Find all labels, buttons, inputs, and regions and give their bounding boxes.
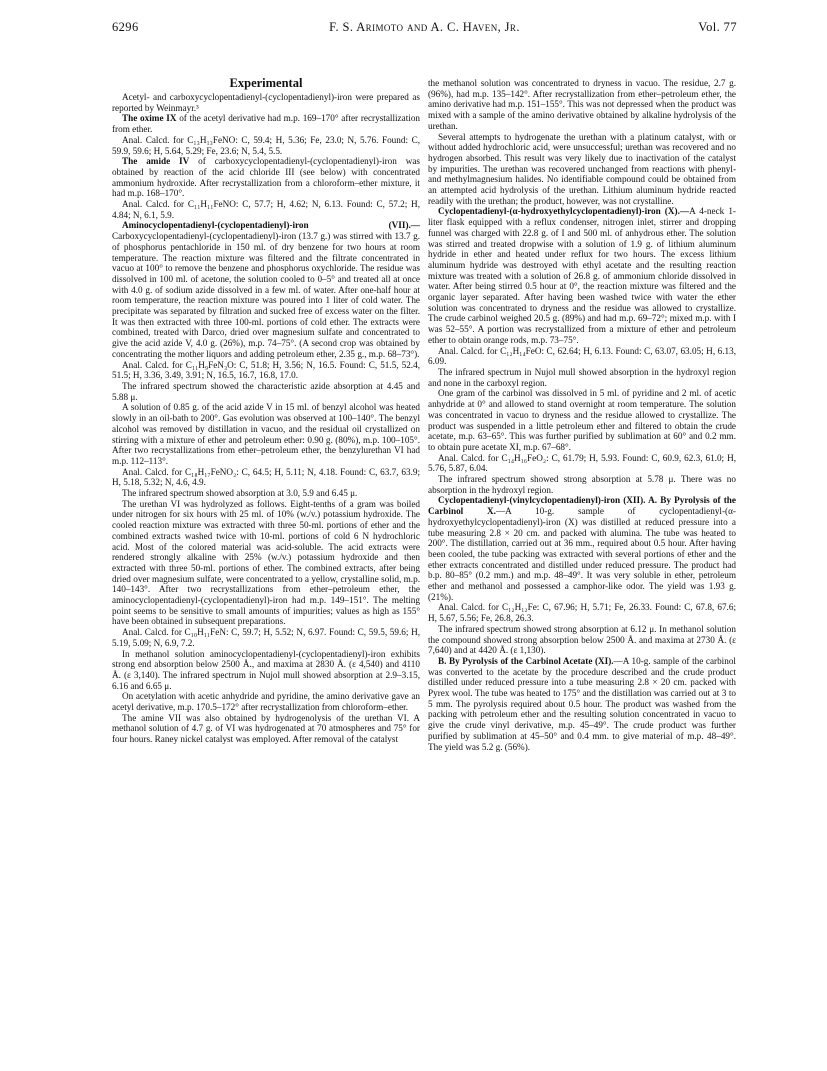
paragraph: The amine VII was also obtained by hydrogenolysis of the urethan VI. A methanol solution of 4.7 g. of VI was hydrogenated at 70 atmospheres and 75° for four hours. Raney nickel catalyst was employed. After removal of the catalyst <box>112 712 420 745</box>
paragraph: The infrared spectrum showed strong absorption at 6.12 μ. In methanol solution the compound showed strong absorption below 2500 Å. and maxima at 2730 Å. (ε 7,640) and at 4420 Å. (ε 1,130). <box>428 623 736 656</box>
analysis-paragraph: Anal. Calcd. for C₁₃H₁₃FeNO: C, 59.4; H, 5.36; Fe, 23.0; N, 5.76. Found: C, 59.9, 59.6; H, 5.64, 5.29; Fe, 23.6; N, 5.4, 5.5. <box>112 134 420 156</box>
paragraph-body: A 4-neck 1-liter flask equipped with a reflux condenser, nitrogen inlet, stirrer and dropping funnel was charged with 22.8 g. of I and 500 ml. of anhydrous ether. The solution was stirred and treated dropwise with a solution of 1.9 g. of lithium aluminum hydride in ether and heated under reflux for two hours. The excess lithium aluminum hydride was destroyed with ethyl acetate and the resulting reaction mixture was treated with a solution of 26.8 g. of ammonium chloride dissolved in water. After being stirred 0.5 hour at 0°, the reaction mixture was filtered and the organic layer separated. After having been washed twice with water the ether solution was concentrated to dryness and the residue was allowed to crystallize. The crude carbinol weighed 20.5 g. (89%) and had m.p. 69–72°; mixed m.p. with I was 52–55°. A portion was recrystallized from a mixture of ether and petroleum ether to obtain orange rods, m.p. 73–75°. <box>428 206 736 345</box>
analysis-paragraph: Anal. Calcd. for C₁₁H₁₁FeNO: C, 57.7; H, 4.62; N, 6.13. Found: C, 57.2; H, 4.84; N, 6.1, 5.9. <box>112 199 420 220</box>
paragraph-body: Carboxycyclopentadienyl-(cyclopentadienyl)-iron (13.7 g.) was stirred with 13.7 g. of phosphorus pentachloride in 150 ml. of dry benzene for two hours at room temperature. The reaction mixture was filtered and the filtrate concentrated in vacuo at 100° to remove the benzene and phosphorus oxychloride. The residue was dissolved in 100 ml. of acetone, the solution cooled to 0–5° and treated all at once with 4.0 g. of sodium azide dissolved in a few ml. of water. After one-half hour at room temperature, the reaction mixture was poured into 1 liter of cold water. The precipitate was separated by filtration and sucked free of excess water on the filter. It was then extracted with three 100-ml. portions of cold ether. The extracts were combined, treated with Darco, dried over magnesium sulfate and concentrated to give the acid azide V, 4.0 g. (26%), m.p. 74–75°. (A second crop was obtained by concentrating the mother liquors and adding petroleum ether, 2.35 g., m.p. 68–73°). <box>112 231 420 359</box>
analysis-paragraph: Anal. Calcd. for C₁₄H₁₆FeO₂: C, 61.79; H, 5.93. Found: C, 60.9, 62.3, 61.0; H, 5.76, 5.87, 6.04. <box>428 452 736 474</box>
paragraph: Several attempts to hydrogenate the urethan with a platinum catalyst, with or without added hydrochloric acid, were unsuccessful; urethan was recovered and no hydrogen absorbed. This result was very likely due to inactivation of the catalyst by impurities. The urethan was recovered unchanged from reactions with phenyl- and methylmagnesium halides. No identifiable compound could be obtained from an attempted acid hydrolysis of the urethan. Lithium aluminum hydride reacted readily with the urethan; the product, however, was not crystalline. <box>428 131 736 206</box>
paragraph: A solution of 0.85 g. of the acid azide V in 15 ml. of benzyl alcohol was heated slowly in an oil-bath to 200°. Gas evolution was observed at 100–140°. The benzyl alcohol was removed by distillation in vacuo, and the residual oil crystallized on stirring with a mixture of ether and petroleum ether: 0.90 g. (80%), m.p. 100–105°. After two recrystallizations from ether–petroleum ether, the benzylurethan VI had m.p. 112–113°. <box>112 402 420 466</box>
paragraph-body: of the acetyl derivative had m.p. 169–170° after recrystallization from ether. <box>112 113 421 135</box>
analysis-paragraph: Anal. Calcd. for C₁₁H₉FeN₃O: C, 51.8; H, 3.56; N, 16.5. Found: C, 51.5, 52.4, 51.5; H, 3.36, 3.49, 3.91; N, 16.5, 16.7, 16.8, 17.0. <box>112 359 420 381</box>
paragraph: The infrared spectrum in Nujol mull showed absorption in the hydroxyl region and none in the carboxyl region. <box>428 366 736 388</box>
paragraph <box>428 206 736 345</box>
paragraph <box>428 656 736 752</box>
paragraph <box>112 156 420 199</box>
analysis-paragraph: Anal. Calcd. for C₁₂H₁₄FeO: C, 62.64; H, 6.13. Found: C, 63.07, 63.05; H, 6.13, 6.09. <box>428 345 736 367</box>
paragraph: The infrared spectrum showed absorption at 3.0, 5.9 and 6.45 μ. <box>122 488 358 499</box>
analysis-paragraph: Anal. Calcd. for C₁₀H₁₁FeN: C, 59.7; H, 5.52; N, 6.97. Found: C, 59.5, 59.6; H, 5.19, 5.09; N, 6.9, 7.2. <box>112 627 420 648</box>
paragraph: The urethan VI was hydrolyzed as follows. Eight-tenths of a gram was boiled under nitrogen for six hours with 25 ml. of 10% (w./v.) potassium hydroxide. The cooled reaction mixture was extracted with three 50-ml. portions of ether and the combined extracts washed twice with 10-ml. portions of cold 6 N hydrochloric acid. Most of the colored material was acid-soluble. The acid extracts were rendered strongly alkaline with 25% (w./v.) potassium hydroxide and then extracted with three 50-ml. portions of ether. The combined extracts, after being dried over magnesium sulfate, were concentrated to a yellow, crystalline solid, m.p. 140–143°. After two recrystallizations from ether–petroleum ether, the aminocyclopentadienyl-(cyclopentadienyl)-iron had m.p. 149–151°. The melting point seems to be sensitive to small amounts of impurities; values as high as 155° have been obtained in subsequent preparations. <box>112 498 420 627</box>
section-title: Experimental <box>229 76 303 90</box>
paragraph-body: —A 10-g. sample of the carbinol was converted to the acetate by the procedure described and the crude product distilled under reduced pressure into a tube measuring 2.8 × 20 cm. packed with Pyrex wool. The tube was heated to 175° and the distillation was carried out at 3 to 5 mm. The pyrolysis required about 0.5 hour. The product was washed from the packing with petroleum ether and the resulting solution concentrated in vacuo to give the crude vinyl derivative, m.p. 45–49°. The crude product was further purified by sublimation at 45–50° and 0.4 mm. to give material of m.p. 48–49°. The yield was 5.2 g. (56%). <box>428 655 736 752</box>
paragraph: The infrared spectrum showed the characteristic azide absorption at 4.45 and 5.88 μ. <box>112 380 420 402</box>
run-in-heading: Aminocyclopentadienyl-(cyclopentadienyl)-iron (VII).— <box>122 220 420 231</box>
paragraph: On acetylation with acetic anhydride and pyridine, the amino derivative gave an acetyl derivative, m.p. 170.5–172° after recrystallization from chloroform–ether. <box>112 691 420 713</box>
analysis-paragraph: Anal. Calcd. for C₁₈H₁₇FeNO₂: C, 64.5; H, 5.11; N, 4.18. Found: C, 63.7, 63.9; H, 5.18, 5.32; N, 4.6, 4.9. <box>112 466 420 488</box>
run-in-heading: Cyclopentadienyl-(α-hydroxyethylcyclopentadienyl)-iron (X).— <box>438 206 690 217</box>
paragraph <box>428 495 736 602</box>
analysis-paragraph: Anal. Calcd. for C₁₂H₁₂Fe: C, 67.96; H, 5.71; Fe, 26.33. Found: C, 67.8, 67.6; H, 5.67, 5.56; Fe, 26.8, 26.3. <box>428 602 736 624</box>
volume-label: Vol. 77 <box>698 20 737 34</box>
paragraph-body: —A 10-g. sample of cyclopentadienyl-(α-hydroxyethylcyclopentadienyl)-iron (X) was distilled at reduced pressure into a tube measuring 2.8 × 20 cm. and packed with alumina. The tube was heated to 200°. The distillation, carried out at 36 mm., required about 0.5 hour. After having been cooled, the tube packing was extracted with several portions of ether and the ether extracts concentrated and distilled under reduced pressure. The product had b.p. 80–85° (0.2 mm.) and m.p. 48–49°. It was very soluble in ether, petroleum ether and methanol and possessed a camphor-like odor. The yield was 1.93 g. (21%). <box>428 506 736 602</box>
run-in-heading: The amide IV <box>122 156 190 167</box>
running-title: F. S. Arimoto and A. C. Haven, Jr. <box>329 20 520 34</box>
run-in-heading: B. By Pyrolysis of the Carbinol Acetate (XI). <box>438 655 614 666</box>
paragraph-body: of carboxycyclopentadienyl-(cyclopentadienyl)-iron was obtained by reaction of the acid chloride III (see below) with concentrated ammonium hydroxide. After recrystallization from a chloroform–ether mixture, it had m.p. 168–170°. <box>112 156 420 199</box>
right-column <box>428 78 736 752</box>
paragraph: In methanol solution aminocyclopentadienyl-(cyclopentadienyl)-iron exhibits strong end absorption below 2500 Å., and maxima at 2830 Å. (ε 4,540) and 4110 Å. (ε 3,140). The infrared spectrum in Nujol mull showed absorption at 2.9–3.15, 6.16 and 6.65 μ. <box>112 648 420 691</box>
paragraph <box>112 220 420 359</box>
paragraph: The infrared spectrum showed strong absorption at 5.78 μ. There was no absorption in the hydroxyl region. <box>428 474 736 495</box>
page-header <box>112 20 737 38</box>
paragraph: the methanol solution was concentrated to dryness in vacuo. The residue, 2.7 g. (96%), had m.p. 135–142°. After recrystallization from ether–petroleum ether, the amino derivative had m.p. 151–155°. This was not depressed when the product was mixed with a sample of the amino derivative obtained by alkaline hydrolysis of the urethan. <box>428 78 736 131</box>
page-number: 6296 <box>112 20 139 34</box>
paragraph: One gram of the carbinol was dissolved in 5 ml. of pyridine and 2 ml. of acetic anhydride at 0° and allowed to stand overnight at room temperature. The solution was concentrated in vacuo to dryness and the residue allowed to crystallize. The product was suspended in a little petroleum ether and filtered to obtain the crude acetate, m.p. 63–65°. This was further purified by sublimation at 60° and 0.2 mm. to obtain pure acetate XI, m.p. 67–68°. <box>428 388 736 452</box>
left-column <box>112 78 420 745</box>
run-in-heading: Cyclopentadienyl-(vinylcyclopentadienyl)-iron (XII). A. By Pyrolysis of the Carbinol X. <box>428 495 736 517</box>
paragraph: Acetyl- and carboxycyclopentadienyl-(cyclopentadienyl)-iron were prepared as reported by Weinmayr.³ <box>112 92 420 113</box>
run-in-heading: The oxime IX <box>122 113 177 124</box>
paragraph <box>112 113 420 134</box>
